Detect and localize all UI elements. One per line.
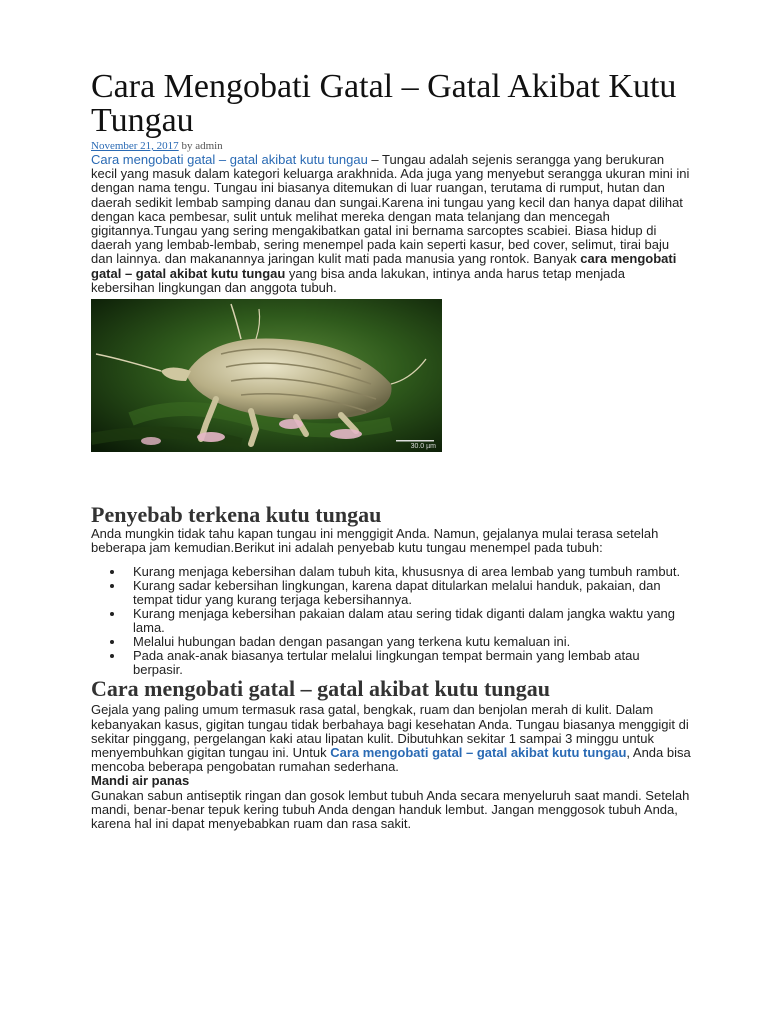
hot-bath-paragraph: Gunakan sabun antiseptik ringan dan gosok lembut tubuh Anda secara menyeluruh saat mandi. Setelah mandi, benar-benar tepuk kering tubuh Anda dengan handuk lembut. Jangan menggosok tubuh Anda, karena hal ini dapat menyebabkan ruam dan rasa sakit. (91, 787, 690, 832)
scale-bar-label: 30.0 µm (410, 443, 436, 451)
section1-paragraph: Anda mungkin tidak tahu kapan tungau ini menggigit Anda. Namun, gejalanya mulai terasa setelah beberapa jam kemudian.Berikut ini adalah penyebab kutu tungau menempel pada tubuh: (91, 526, 659, 556)
section2-text-1: Gejala yang paling umum termasuk rasa gatal, bengkak, ruam dan benjolan merah di kulit. Dalam kebanyakan kasus, gigitan tungau tidak berbahaya bagi kesehatan Anda. Tungau biasanya menggigit di sekitar pinggang, pergelangan kaki atau lipatan kulit. Dibutuhkan sekitar 1 sampai 3 minggu untuk menyembuhkan gigitan tungau ini. Untuk (91, 702, 689, 761)
list-item: • Pada anak-anak biasanya tertular melalui lingkungan tempat bermain yang lembab atau berpasir. (125, 649, 691, 677)
intro-keyword-bold: cara mengobati gatal – gatal akibat kutu tungau (91, 251, 677, 281)
list-item: • Melalui hubungan badan dengan pasangan yang terkena kutu kemaluan ini. (125, 635, 691, 649)
subheading-hot-bath: Mandi air panas (91, 773, 190, 789)
article-title: Cara Mengobati Gatal – Gatal Akibat Kutu Tungau (91, 68, 677, 139)
section2-keyword-link[interactable]: Cara mengobati gatal – gatal akibat kutu tungau (330, 745, 627, 761)
section2-text-2: , Anda bisa mencoba beberapa pengobatan rumahan sederhana. (91, 745, 691, 775)
mite-micrograph-icon (91, 299, 442, 452)
list-item: • Kurang sadar kebersihan lingkungan, karena dapat ditularkan melalui handuk, pakaian, dan tempat tidur yang kurang terjaga kebersihannya. (125, 579, 691, 607)
article (91, 70, 691, 831)
mite-image (91, 299, 442, 452)
intro-text-1: – Tungau adalah sejenis serangga yang berukuran kecil yang masuk dalam kategori keluarga arakhnida. Ada juga yang menyebut serangga ukuran mini ini dengan nama tengu. Tungau ini biasanya ditemukan di luar ruangan, terutama di rumput, hutan dan daerah sedikit lembab samping danau dan sungai.Karena ini tungau yang kecil dan hanya dapat dilihat dengan kaca pembesar, sulit untuk melihat mereka dengan mata telanjang dan mencegah gigitannya.Tungau yang sering mengakibatkan gatal ini bernama sarcoptes scabiei. Biasa hidup di daerah yang lembab-lembab, sering menempel pada kain seperti kasur, bed cover, selimut, tirai baju dan lainnya. dan makanannya jaringan kulit mati pada manusia yang rontok. Banyak (91, 152, 690, 267)
intro-text-2: yang bisa anda lakukan, intinya anda harus tetap menjada kebersihan lingkungan dan anggota tubuh. (91, 265, 625, 295)
cause-list (91, 565, 691, 677)
section2-paragraph (91, 703, 691, 774)
author-link[interactable]: admin (195, 140, 223, 152)
list-item: • Kurang menjaga kebersihan pakaian dalam atau sering tidak diganti dalam jangka waktu yang lama. (125, 607, 691, 635)
intro-keyword-link[interactable]: Cara mengobati gatal – gatal akibat kutu tungau (91, 152, 368, 167)
section1-heading: Penyebab terkena kutu tungau (91, 502, 382, 528)
post-date-link[interactable]: November 21, 2017 (91, 140, 179, 152)
list-item: • Kurang menjaga kebersihan dalam tubuh kita, khususnya di area lembab yang tumbuh rambut. (125, 565, 691, 579)
post-meta (91, 140, 691, 152)
section2-heading: Cara mengobati gatal – gatal akibat kutu tungau (91, 676, 551, 702)
by-label: by (181, 140, 193, 152)
intro-paragraph (91, 153, 691, 295)
